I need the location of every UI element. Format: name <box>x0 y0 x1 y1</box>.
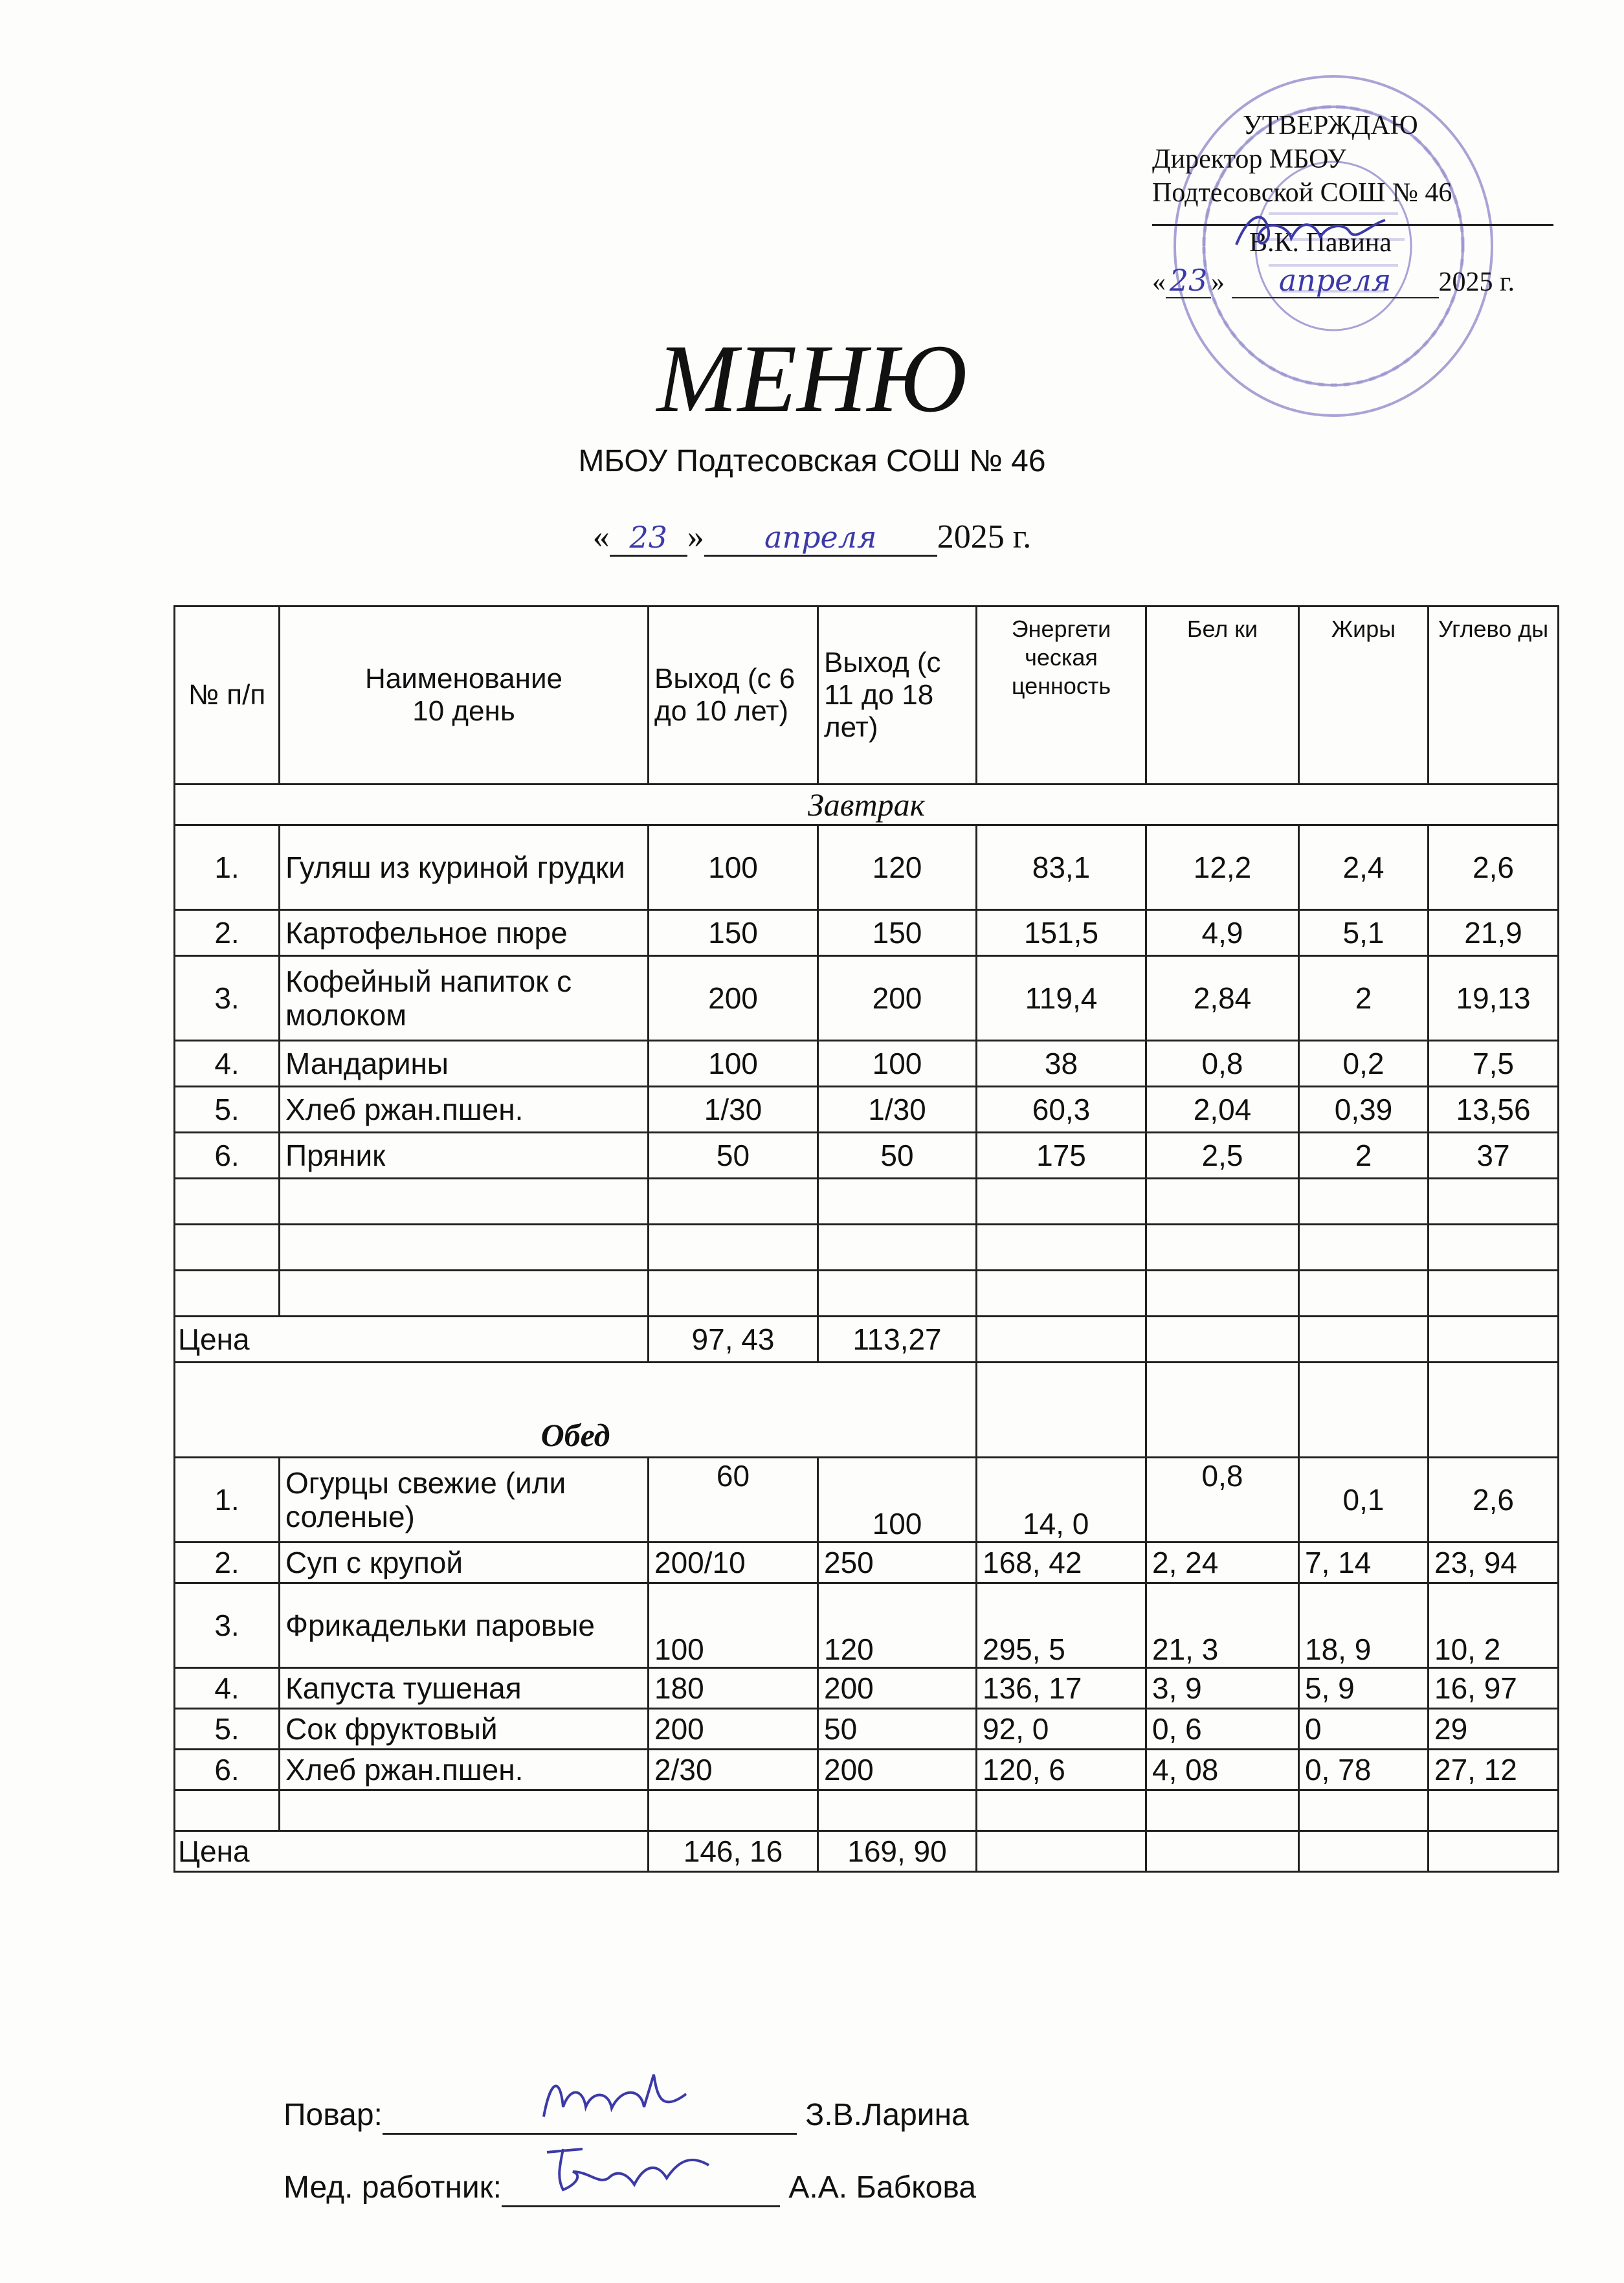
table-row: 3. Кофейный напиток с молоком 200 200 119,4 2,84 2 19,13 <box>175 956 1559 1041</box>
menu-date: « 23 » апреля 2025 г. <box>592 518 1032 555</box>
approval-position: Директор МБОУ <box>1152 144 1346 174</box>
director-signature <box>1230 206 1392 258</box>
empty-row <box>175 1179 1559 1225</box>
section-breakfast: Завтрак <box>175 785 1559 825</box>
header-energy: Энергети ческая ценность <box>977 607 1146 785</box>
page-title: МЕНЮ <box>656 325 968 432</box>
empty-row <box>175 1271 1559 1317</box>
header-output-older: Выход (с 11 до 18 лет) <box>818 607 977 785</box>
cook-name: З.В.Ларина <box>805 2098 969 2132</box>
table-header-row <box>175 607 1559 785</box>
header-name: Наименование 10 день <box>280 607 649 785</box>
empty-row <box>175 1225 1559 1271</box>
table-row: 1. Гуляш из куриной грудки 100 120 83,1 12,2 2,4 2,6 <box>175 825 1559 910</box>
menu-date-month: апреля <box>704 520 937 557</box>
table-row: 1. Огурцы свежие (или соленые) 60 100 14, 0 0,8 0,1 2,6 <box>175 1458 1559 1542</box>
table-row: 6. Пряник 50 50 175 2,5 2 37 <box>175 1133 1559 1179</box>
breakfast-price-row: Цена 97, 43 113,27 <box>175 1317 1559 1363</box>
approval-director-name: В.К. Павина <box>1152 224 1553 260</box>
approval-month: апреля <box>1232 263 1439 298</box>
med-label: Мед. работник: <box>284 2170 502 2205</box>
approval-organization: Подтесовской СОШ № 46 <box>1152 178 1452 208</box>
table-row: 6. Хлеб ржан.пшен. 2/30 200 120, 6 4, 08 0, 78 27, 12 <box>175 1750 1559 1790</box>
approval-day: 23 <box>1166 263 1211 298</box>
table-row: 5. Хлеб ржан.пшен. 1/30 1/30 60,3 2,04 0,39 13,56 <box>175 1087 1559 1133</box>
table-row: 4. Мандарины 100 100 38 0,8 0,2 7,5 <box>175 1041 1559 1087</box>
header-protein: Бел ки <box>1146 607 1299 785</box>
school-name: МБОУ Подтесовская СОШ № 46 <box>578 444 1046 478</box>
header-number: № п/п <box>175 607 280 785</box>
med-signature <box>537 2139 718 2198</box>
med-name: А.А. Бабкова <box>788 2170 976 2205</box>
header-output-young: Выход (с 6 до 10 лет) <box>649 607 818 785</box>
approval-heading: УТВЕРЖДАЮ <box>1243 111 1418 140</box>
table-row: 2. Картофельное пюре 150 150 151,5 4,9 5,1 21,9 <box>175 910 1559 956</box>
header-carbs: Углево ды <box>1429 607 1559 785</box>
table-row: 2. Суп с крупой 200/10 250 168, 42 2, 24 7, 14 23, 94 <box>175 1542 1559 1583</box>
approval-date: « 23 » апреля 2025 г. <box>1152 263 1515 298</box>
table-row: 3. Фрикадельки паровые 100 120 295, 5 21, 3 18, 9 10, 2 <box>175 1583 1559 1668</box>
lunch-price-young: 146, 16 <box>649 1831 818 1872</box>
menu-date-day: 23 <box>610 520 687 557</box>
cook-label: Повар: <box>284 2098 383 2132</box>
empty-row <box>175 1790 1559 1831</box>
approval-block <box>1152 109 1553 299</box>
header-fat: Жиры <box>1299 607 1429 785</box>
table-row: 4. Капуста тушеная 180 200 136, 17 3, 9 5, 9 16, 97 <box>175 1668 1559 1709</box>
menu-table <box>173 605 1559 1873</box>
lunch-price-row: Цена 146, 16 169, 90 <box>175 1831 1559 1872</box>
breakfast-price-older: 113,27 <box>818 1317 977 1363</box>
section-lunch: Обед <box>175 1363 1559 1458</box>
lunch-price-older: 169, 90 <box>818 1831 977 1872</box>
cook-signature <box>531 2068 699 2126</box>
breakfast-price-young: 97, 43 <box>649 1317 818 1363</box>
table-row: 5. Сок фруктовый 200 50 92, 0 0, 6 0 29 <box>175 1709 1559 1750</box>
